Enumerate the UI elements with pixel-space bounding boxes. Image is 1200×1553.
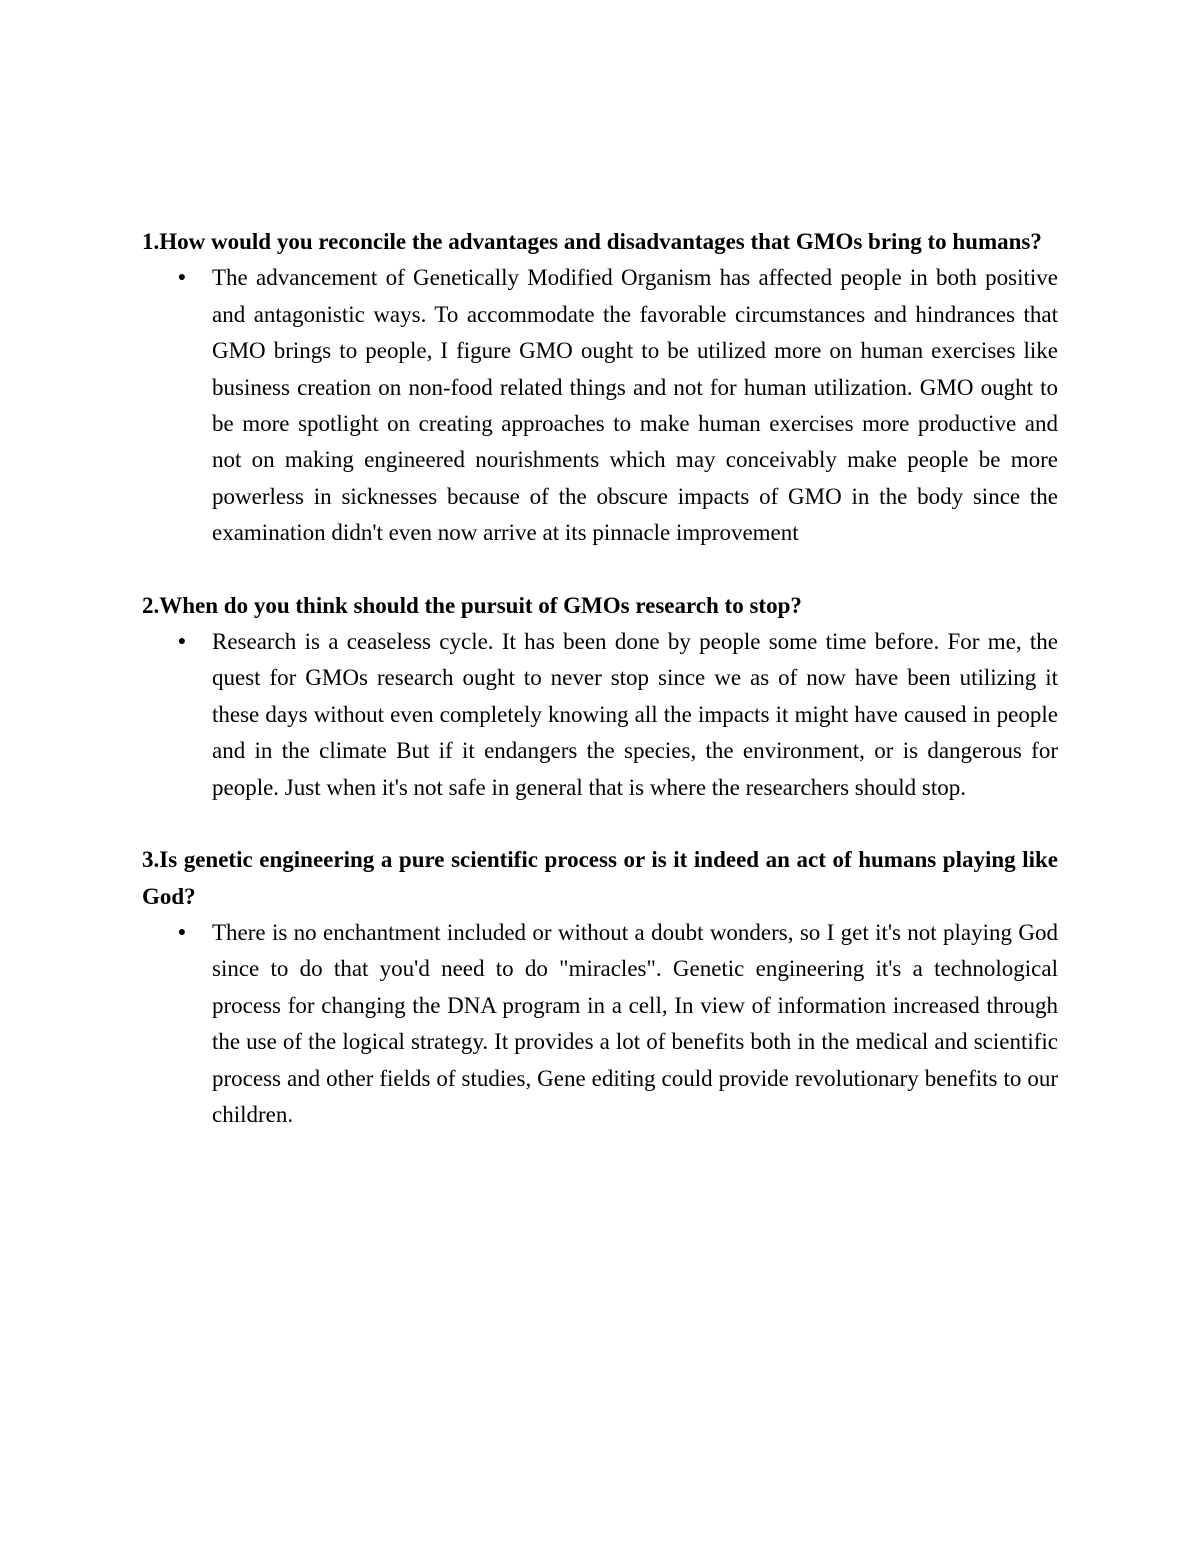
document-page [142,224,1058,1133]
answer-text: The advancement of Genetically Modified Organism has affected people in both positive and antagonistic ways. To accommodate the favorable circumstances and hindrances that GMO brings to people, I figure GMO ought to be utilized more on human exercises like business creation on non-food related things and not for human utilization. GMO ought to be more spotlight on creating approaches to make human exercises more productive and not on making engineered nourishments which may conceivably make people be more powerless in sicknesses because of the obscure impacts of GMO in the body since the examination didn't even now arrive at its pinnacle improvement [212,265,1058,546]
question-section-1 [142,224,1058,552]
answer-item [142,915,1058,1133]
question-section-3 [142,842,1058,1133]
question-section-2 [142,588,1058,806]
answer-list [142,260,1058,551]
answer-text: There is no enchantment included or without a doubt wonders, so I get it's not playing God since to do that you'd need to do "miracles". Genetic engineering it's a technological process for changing the DNA program in a cell, In view of information increased through the use of the logical strategy. It provides a lot of benefits both in the medical and scientific process and other fields of studies, Gene editing could provide revolutionary benefits to our children. [212,919,1058,1127]
answer-list [142,624,1058,806]
bullet-icon: ● [177,924,187,940]
answer-item [142,260,1058,551]
question-heading: 1.How would you reconcile the advantages and disadvantages that GMOs bring to humans? [142,229,1042,254]
answer-list [142,915,1058,1133]
question-heading: 3.Is genetic engineering a pure scientific process or is it indeed an act of humans playing like God? [142,847,1058,909]
answer-item [142,624,1058,806]
bullet-icon: ● [177,270,187,286]
bullet-icon: ● [177,634,187,650]
question-heading: 2.When do you think should the pursuit of GMOs research to stop? [142,592,802,618]
answer-text: Research is a ceaseless cycle. It has been done by people some time before. For me, the quest for GMOs research ought to never stop since we as of now have been utilizing it these days without even completely knowing all the impacts it might have caused in people and in the climate But if it endangers the species, the environment, or is dangerous for people. Just when it's not safe in general that is where the researchers should stop. [212,629,1058,800]
